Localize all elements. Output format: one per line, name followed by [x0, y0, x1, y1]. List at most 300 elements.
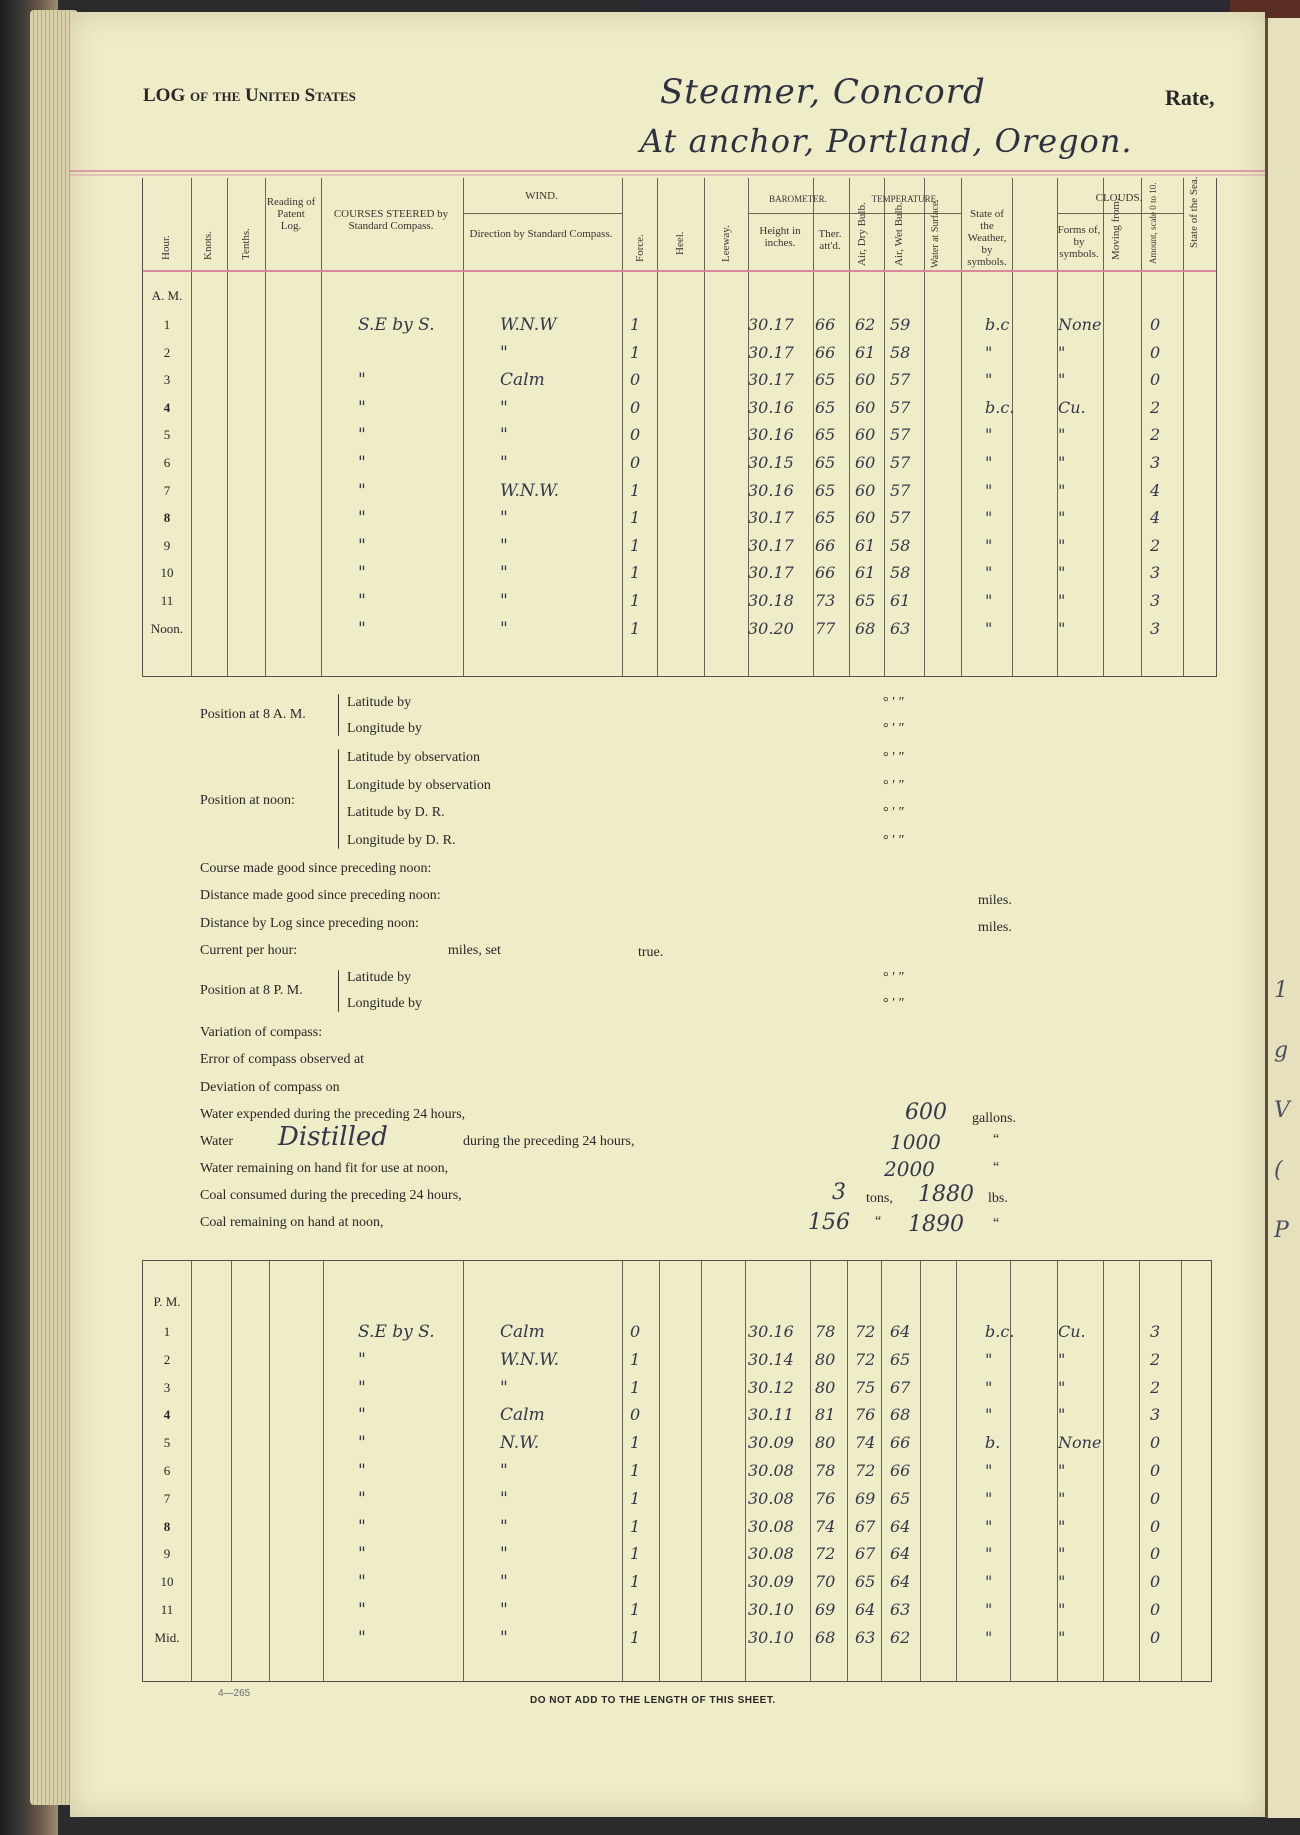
weather-cell: " — [985, 1377, 993, 1397]
lon-by-8am: Longitude by — [347, 721, 423, 736]
ther-cell: 66 — [815, 535, 836, 555]
ditto-2: “ — [993, 1160, 1000, 1175]
forms-cell: " — [1058, 508, 1066, 528]
forms-cell: " — [1058, 425, 1066, 445]
forms-cell: " — [1058, 370, 1066, 390]
wind-cell: " — [500, 618, 508, 639]
col-wind: WIND. — [525, 190, 558, 202]
force-cell: 1 — [630, 480, 641, 500]
amount-cell: 2 — [1150, 397, 1161, 417]
weather-cell: " — [985, 370, 993, 390]
weather-cell: " — [985, 1600, 993, 1619]
hour-cell: 4 — [163, 399, 171, 415]
header-rule-2 — [70, 174, 1265, 176]
height-cell: 30.10 — [748, 1627, 794, 1647]
dist-log-miles: miles. — [978, 920, 1012, 935]
wind-cell: " — [500, 591, 508, 611]
weather-cell: " — [985, 453, 993, 472]
hour-cell: 3 — [163, 1379, 171, 1395]
wet-cell: 57 — [890, 370, 911, 390]
amount-cell: 0 — [1150, 370, 1161, 390]
amount-cell: 0 — [1150, 1572, 1161, 1592]
amount-cell: 0 — [1150, 1461, 1161, 1480]
force-cell: 0 — [630, 1322, 641, 1341]
height-cell: 30.16 — [748, 480, 794, 500]
dry-cell: 67 — [855, 1544, 876, 1564]
dry-cell: 61 — [855, 563, 876, 583]
hour-cell: 5 — [163, 427, 171, 443]
hour-cell: Mid. — [154, 1629, 180, 1645]
ther-cell: 70 — [815, 1572, 836, 1592]
weather-cell: " — [985, 342, 993, 362]
forms-cell: Cu. — [1058, 397, 1086, 417]
lbs-label: lbs. — [988, 1191, 1008, 1206]
forms-cell: " — [1058, 1627, 1066, 1647]
forms-cell: " — [1058, 1405, 1066, 1425]
course-cell: " — [358, 1461, 366, 1481]
force-cell: 0 — [630, 1405, 641, 1425]
force-cell: 1 — [630, 563, 641, 583]
forms-cell: " — [1058, 480, 1066, 500]
dms-1: ° ′ ″ — [883, 695, 905, 710]
wet-cell: 66 — [890, 1461, 911, 1480]
forms-cell: " — [1058, 1572, 1066, 1592]
col-water-surface: Water at Surface. — [930, 199, 941, 268]
force-cell: 1 — [630, 1433, 641, 1453]
dry-cell: 60 — [855, 480, 876, 500]
height-cell: 30.16 — [748, 425, 794, 445]
col-air-wet: Air, Wet Bulb. — [893, 202, 905, 266]
ther-cell: 66 — [815, 315, 836, 334]
deviation: Deviation of compass on — [200, 1080, 340, 1095]
forms-cell: " — [1058, 618, 1066, 638]
water-remaining-label: Water remaining on hand fit for use at noon, — [200, 1161, 449, 1176]
wind-cell: " — [500, 1572, 508, 1593]
height-cell: 30.08 — [748, 1488, 794, 1508]
coal-consumed-tons: 3 — [832, 1180, 846, 1205]
forms-cell: " — [1058, 563, 1066, 583]
brace-8am — [338, 694, 339, 736]
lat-obs: Latitude by observation — [347, 750, 480, 765]
ther-cell: 65 — [815, 370, 836, 390]
height-cell: 30.18 — [748, 591, 794, 610]
amount-cell: 0 — [1150, 1433, 1161, 1453]
ther-cell: 65 — [815, 508, 836, 528]
forms-cell: " — [1058, 535, 1066, 555]
wind-cell: " — [500, 1377, 508, 1398]
wet-cell: 58 — [890, 563, 911, 583]
ther-cell: 65 — [815, 480, 836, 500]
col-barometer: BAROMETER. — [769, 194, 827, 204]
course-cell: " — [358, 1544, 366, 1565]
ther-cell: 65 — [815, 397, 836, 417]
amount-cell: 0 — [1150, 1600, 1161, 1619]
col-weather: State of the Weather, by symbols. — [967, 208, 1007, 268]
course-cell: " — [358, 563, 366, 584]
dms-8: ° ′ ″ — [883, 996, 905, 1011]
col-height: Height in inches. — [759, 225, 801, 249]
dry-cell: 60 — [855, 425, 876, 445]
ther-cell: 66 — [815, 563, 836, 583]
ther-cell: 69 — [815, 1600, 836, 1619]
force-cell: 1 — [630, 1377, 641, 1397]
dry-cell: 68 — [855, 618, 876, 638]
height-cell: 30.17 — [748, 342, 794, 362]
col-wind-direction: Direction by Standard Compass. — [469, 228, 613, 240]
height-cell: 30.14 — [748, 1349, 794, 1369]
hour-cell: 9 — [163, 1546, 171, 1562]
dry-cell: 61 — [855, 535, 876, 555]
weather-cell: " — [985, 508, 993, 528]
wind-cell: " — [500, 1516, 508, 1537]
col-amount: Amount, scale 0 to 10. — [1148, 182, 1158, 264]
wind-cell: W.N.W — [500, 315, 557, 335]
course-cell: S.E by S. — [358, 315, 435, 335]
amount-cell: 0 — [1150, 1627, 1161, 1647]
brace-noon — [338, 749, 339, 849]
course-cell: " — [358, 1488, 366, 1509]
water-distilled: Distilled — [278, 1122, 388, 1152]
coal-remaining-lbs: 1890 — [908, 1212, 964, 1237]
amount-cell: 2 — [1150, 1349, 1161, 1369]
height-cell: 30.20 — [748, 618, 794, 638]
weather-cell: b.c — [985, 315, 1010, 334]
error: Error of compass observed at — [200, 1052, 365, 1067]
force-cell: 1 — [630, 535, 641, 555]
weather-cell: " — [985, 1544, 993, 1564]
water-during: during the preceding 24 hours, — [463, 1134, 635, 1149]
height-cell: 30.08 — [748, 1461, 794, 1480]
height-cell: 30.17 — [748, 563, 794, 583]
amount-cell: 0 — [1150, 1544, 1161, 1564]
wet-cell: 66 — [890, 1433, 911, 1453]
course-cell: " — [358, 618, 366, 639]
ditto-4: “ — [993, 1216, 1000, 1231]
forms-cell: " — [1058, 591, 1066, 610]
water-expended-label: Water expended during the preceding 24 hours, — [200, 1107, 466, 1122]
ther-cell: 68 — [815, 1627, 836, 1647]
ther-cell: 78 — [815, 1322, 836, 1341]
forms-cell: " — [1058, 453, 1066, 472]
amount-cell: 2 — [1150, 425, 1161, 445]
amount-cell: 3 — [1150, 453, 1161, 472]
hour-cell: 6 — [163, 1463, 171, 1478]
water-distilled-amt: 1000 — [890, 1130, 941, 1154]
force-cell: 0 — [630, 453, 641, 472]
hour-cell: 10 — [160, 565, 174, 581]
dry-cell: 72 — [855, 1349, 876, 1369]
forms-cell: " — [1058, 1349, 1066, 1369]
height-cell: 30.12 — [748, 1377, 794, 1397]
amount-cell: 0 — [1150, 342, 1161, 362]
lat-dr: Latitude by D. R. — [347, 805, 445, 820]
wind-cell: " — [500, 1488, 508, 1509]
dry-cell: 72 — [855, 1322, 876, 1341]
col-force: Force. — [634, 234, 646, 262]
course-cell: " — [358, 480, 366, 501]
current: Current per hour: — [200, 943, 298, 958]
form-number: 4—265 — [218, 1688, 251, 1699]
rate-label: Rate, — [1165, 85, 1215, 110]
hour-cell: 1 — [163, 317, 171, 332]
dist-made-miles: miles. — [978, 893, 1012, 908]
forms-cell: " — [1058, 1516, 1066, 1536]
weather-cell: " — [985, 1405, 993, 1425]
wet-cell: 57 — [890, 453, 911, 472]
weather-cell: " — [985, 591, 993, 610]
weather-cell: " — [985, 1461, 993, 1480]
weather-cell: " — [985, 535, 993, 555]
location: At anchor, Portland, Oregon. — [640, 122, 1133, 160]
dry-cell: 65 — [855, 1572, 876, 1592]
col-patent-log: Reading of Patent Log. — [266, 196, 316, 232]
dms-7: ° ′ ″ — [883, 970, 905, 985]
ther-cell: 73 — [815, 591, 836, 610]
weather-cell: " — [985, 618, 993, 638]
forms-cell: None — [1058, 1433, 1102, 1453]
force-cell: 1 — [630, 1461, 641, 1480]
wet-cell: 61 — [890, 591, 911, 610]
dry-cell: 60 — [855, 370, 876, 390]
dist-log: Distance by Log since preceding noon: — [200, 916, 419, 931]
wet-cell: 64 — [890, 1322, 911, 1341]
wet-cell: 57 — [890, 425, 911, 445]
am-label: A. M. — [151, 288, 183, 303]
course-cell: " — [358, 1572, 366, 1593]
force-cell: 1 — [630, 315, 641, 334]
amount-cell: 2 — [1150, 1377, 1161, 1397]
ther-cell: 80 — [815, 1433, 836, 1453]
force-cell: 1 — [630, 1516, 641, 1536]
height-cell: 30.08 — [748, 1516, 794, 1536]
coal-remaining-tons: 156 — [808, 1210, 850, 1235]
amount-cell: 2 — [1150, 535, 1161, 555]
course-made: Course made good since preceding noon: — [200, 861, 432, 876]
variation: Variation of compass: — [200, 1025, 323, 1040]
col-tenths: Tenths. — [240, 228, 252, 260]
dms-3: ° ′ ″ — [883, 750, 905, 765]
amount-cell: 0 — [1150, 1488, 1161, 1508]
col-knots: Knots. — [202, 230, 214, 260]
ther-cell: 65 — [815, 453, 836, 472]
wind-cell: " — [500, 453, 508, 473]
dry-cell: 65 — [855, 591, 876, 610]
wet-cell: 64 — [890, 1544, 911, 1564]
hour-cell: 11 — [160, 1602, 174, 1617]
col-clouds: CLOUDS. — [1095, 192, 1143, 204]
hour-cell: 2 — [163, 344, 171, 360]
lat-by-8am: Latitude by — [347, 695, 412, 710]
amount-cell: 0 — [1150, 1516, 1161, 1536]
col-air-dry: Air, Dry Bulb. — [856, 202, 868, 266]
wet-cell: 57 — [890, 480, 911, 500]
ther-cell: 72 — [815, 1544, 836, 1564]
wet-cell: 57 — [890, 508, 911, 528]
dms-5: ° ′ ″ — [883, 805, 905, 820]
wet-cell: 67 — [890, 1377, 911, 1397]
log-title: LOG of the United States — [143, 85, 356, 106]
pm-label: P. M. — [153, 1294, 181, 1309]
lon-by-8pm: Longitude by — [347, 996, 423, 1011]
forms-cell: " — [1058, 1488, 1066, 1508]
height-cell: 30.10 — [748, 1600, 794, 1619]
force-cell: 1 — [630, 342, 641, 362]
wet-cell: 58 — [890, 342, 911, 362]
course-cell: S.E by S. — [358, 1322, 435, 1342]
true-label: true. — [638, 945, 664, 960]
hour-cell: 7 — [163, 1490, 171, 1506]
wind-cell: " — [500, 1627, 508, 1648]
amount-cell: 3 — [1150, 1405, 1161, 1425]
weather-cell: " — [985, 1488, 993, 1508]
force-cell: 1 — [630, 1627, 641, 1647]
weather-cell: b.c. — [985, 397, 1015, 417]
sheet-notice: DO NOT ADD TO THE LENGTH OF THIS SHEET. — [530, 1695, 776, 1706]
pos-8pm: Position at 8 P. M. — [200, 983, 303, 998]
wet-cell: 65 — [890, 1349, 911, 1369]
wind-cell: Calm — [500, 370, 545, 391]
height-cell: 30.17 — [748, 508, 794, 528]
wet-cell: 62 — [890, 1627, 911, 1647]
dry-cell: 64 — [855, 1600, 876, 1619]
wind-cell: W.N.W. — [500, 480, 560, 501]
hour-cell: 2 — [163, 1351, 171, 1367]
force-cell: 1 — [630, 1544, 641, 1564]
col-heel: Heel. — [674, 231, 686, 255]
course-cell: " — [358, 1405, 366, 1426]
wet-cell: 59 — [890, 315, 911, 334]
facing-page-edge: 1 g V ( P — [1265, 18, 1300, 1818]
amount-cell: 3 — [1150, 1322, 1161, 1341]
force-cell: 0 — [630, 370, 641, 390]
height-cell: 30.16 — [748, 397, 794, 417]
wind-cell: " — [500, 1461, 508, 1481]
force-cell: 1 — [630, 1600, 641, 1619]
dist-made: Distance made good since preceding noon: — [200, 888, 441, 903]
hour-cell: 5 — [163, 1435, 171, 1451]
ther-cell: 65 — [815, 425, 836, 445]
dry-cell: 60 — [855, 453, 876, 472]
dry-cell: 67 — [855, 1516, 876, 1536]
wind-cell: N.W. — [500, 1433, 540, 1454]
dry-cell: 63 — [855, 1627, 876, 1647]
weather-cell: " — [985, 1516, 993, 1536]
course-cell: " — [358, 1600, 366, 1620]
forms-cell: " — [1058, 1600, 1066, 1619]
col-courses: COURSES STEERED by Standard Compass. — [333, 208, 449, 232]
wet-cell: 63 — [890, 1600, 911, 1619]
course-cell: " — [358, 1627, 366, 1648]
col-sea: State of the Sea. — [1188, 176, 1200, 248]
col-hour: Hour. — [160, 235, 172, 260]
hour-cell: 9 — [163, 537, 171, 553]
dry-cell: 74 — [855, 1433, 876, 1453]
height-cell: 30.09 — [748, 1572, 794, 1592]
wind-cell: Calm — [500, 1322, 545, 1342]
course-cell: " — [358, 535, 366, 556]
hour-cell: 10 — [160, 1574, 174, 1590]
dry-cell: 76 — [855, 1405, 876, 1425]
course-cell: " — [358, 370, 366, 391]
force-cell: 1 — [630, 618, 641, 638]
ditto-3: “ — [875, 1214, 882, 1229]
pm-log-table — [142, 1260, 1212, 1682]
forms-cell: " — [1058, 342, 1066, 362]
course-cell: " — [358, 1433, 366, 1454]
col-leeway: Leeway. — [720, 225, 732, 262]
course-cell: " — [358, 1516, 366, 1537]
height-cell: 30.08 — [748, 1544, 794, 1564]
force-cell: 1 — [630, 1572, 641, 1592]
wind-cell: " — [500, 1544, 508, 1565]
height-cell: 30.16 — [748, 1322, 794, 1341]
coal-consumed-lbs: 1880 — [918, 1182, 974, 1207]
wind-cell: " — [500, 563, 508, 584]
hour-cell: 8 — [163, 1518, 171, 1534]
force-cell: 0 — [630, 397, 641, 417]
wind-cell: " — [500, 342, 508, 363]
hour-cell: 4 — [163, 1407, 171, 1423]
wet-cell: 58 — [890, 535, 911, 555]
lat-by-8pm: Latitude by — [347, 970, 412, 985]
hour-cell: 11 — [160, 593, 174, 608]
forms-cell: None — [1058, 315, 1102, 334]
course-cell: " — [358, 397, 366, 418]
dry-cell: 62 — [855, 315, 876, 334]
course-cell: " — [358, 453, 366, 473]
weather-cell: " — [985, 1627, 993, 1647]
ther-cell: 80 — [815, 1349, 836, 1369]
water-remaining: 2000 — [884, 1157, 935, 1181]
wet-cell: 63 — [890, 618, 911, 638]
miles-set: miles, set — [448, 943, 501, 958]
hour-cell: 3 — [163, 372, 171, 388]
weather-cell: " — [985, 480, 993, 500]
water-expended: 600 — [905, 1100, 947, 1125]
amount-cell: 3 — [1150, 591, 1161, 610]
gallons: gallons. — [972, 1111, 1016, 1126]
force-cell: 1 — [630, 1349, 641, 1369]
ther-cell: 66 — [815, 342, 836, 362]
amount-cell: 0 — [1150, 315, 1161, 334]
water-label: Water — [200, 1134, 234, 1149]
course-cell: " — [358, 1377, 366, 1398]
wet-cell: 65 — [890, 1488, 911, 1508]
wet-cell: 68 — [890, 1405, 911, 1425]
dry-cell: 75 — [855, 1377, 876, 1397]
weather-cell: b.c. — [985, 1322, 1015, 1341]
course-cell: " — [358, 1349, 366, 1370]
wet-cell: 64 — [890, 1516, 911, 1536]
wind-cell: " — [500, 1600, 508, 1620]
ther-cell: 74 — [815, 1516, 836, 1536]
col-ther: Ther. att'd. — [818, 228, 842, 252]
height-cell: 30.17 — [748, 315, 794, 334]
hour-cell: Noon. — [150, 620, 184, 636]
ther-cell: 80 — [815, 1377, 836, 1397]
pos-8am: Position at 8 A. M. — [200, 707, 306, 722]
coal-consumed-label: Coal consumed during the preceding 24 hours, — [200, 1188, 462, 1203]
col-forms: Forms of, by symbols. — [1057, 224, 1101, 260]
dms-4: ° ′ ″ — [883, 778, 905, 793]
force-cell: 1 — [630, 508, 641, 528]
ther-cell: 76 — [815, 1488, 836, 1508]
forms-cell: " — [1058, 1461, 1066, 1480]
ditto-1: “ — [993, 1132, 1000, 1147]
brace-8pm — [338, 970, 339, 1012]
forms-cell: Cu. — [1058, 1322, 1086, 1341]
amount-cell: 3 — [1150, 563, 1161, 583]
